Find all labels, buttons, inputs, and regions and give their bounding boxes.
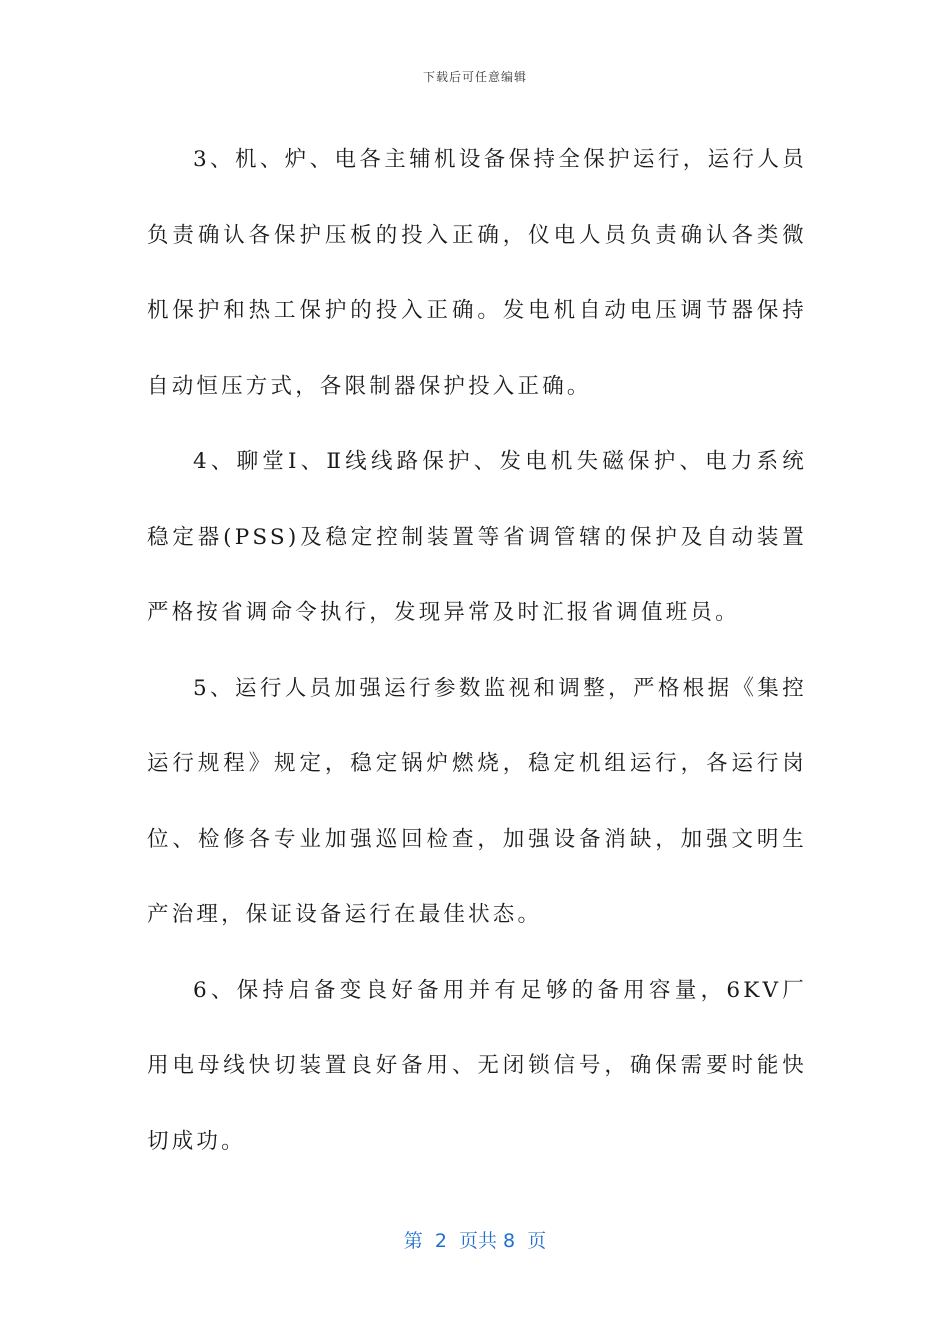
paragraph-item-4: 4、聊堂Ⅰ、Ⅱ线线路保护、发电机失磁保护、电力系统稳定器(PSS)及稳定控制装置等省调管辖的保护及自动装置严格按省调命令执行，发现异常及时汇报省调值班员。 bbox=[147, 449, 807, 625]
document-body bbox=[147, 122, 807, 1179]
page-number-footer: 第 2 页共 8 页 bbox=[403, 1230, 547, 1252]
paragraph-item-5: 5、运行人员加强运行参数监视和调整，严格根据《集控运行规程》规定，稳定锅炉燃烧，稳定机组运行，各运行岗位、检修各专业加强巡回检查，加强设备消缺，加强文明生产治理，保证设备运行在最佳状态。 bbox=[147, 675, 807, 927]
paragraph-item-3: 3、机、炉、电各主辅机设备保持全保护运行，运行人员负责确认各保护压板的投入正确，仪电人员负责确认各类微机保护和热工保护的投入正确。发电机自动电压调节器保持自动恒压方式，各限制器保护投入正确。 bbox=[147, 147, 807, 399]
paragraph-item-6: 6、保持启备变良好备用并有足够的备用容量，6KV厂用电母线快切装置良好备用、无闭锁信号，确保需要时能快切成功。 bbox=[147, 977, 807, 1154]
header-note: 下载后可任意编辑 bbox=[422, 70, 527, 84]
